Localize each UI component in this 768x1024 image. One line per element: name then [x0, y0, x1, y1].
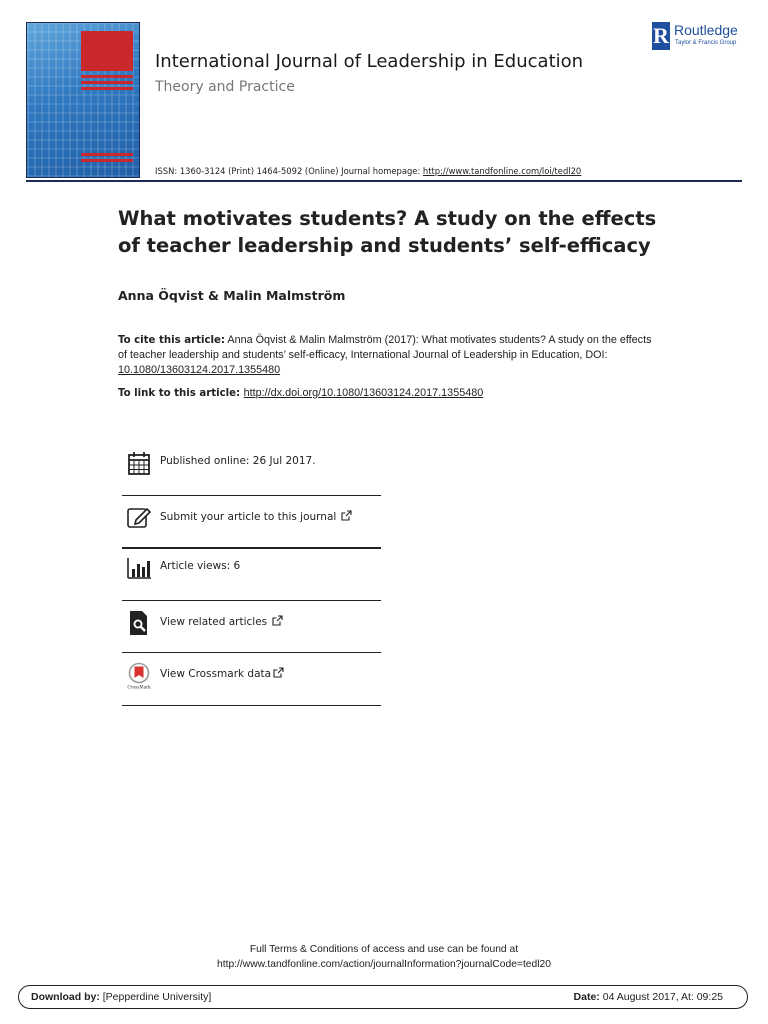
- terms-notice: [0, 942, 768, 972]
- terms-line-1: Full Terms & Conditions of access and use can be found at: [249, 944, 519, 955]
- cover-stripe: [81, 153, 133, 156]
- article-doi-url-link[interactable]: http://dx.doi.org/10.1080/13603124.2017.1355480: [243, 387, 484, 399]
- publisher-name: Routledge: [674, 22, 738, 38]
- external-link-icon: [273, 667, 284, 678]
- publisher-subline: Taylor & Francis Group: [675, 40, 737, 46]
- article-authors: Anna Öqvist & Malin Malmström: [118, 288, 346, 303]
- doi-link[interactable]: 10.1080/13603124.2017.1355480: [118, 364, 281, 376]
- submit-article-link[interactable]: Submit your article to this journal: [160, 510, 352, 523]
- cover-stripe: [81, 87, 133, 90]
- submit-article-row[interactable]: [122, 505, 381, 557]
- article-views-text: Article views: 6: [160, 560, 241, 572]
- meta-divider: [122, 547, 381, 549]
- edit-icon: [126, 505, 152, 531]
- related-articles-link[interactable]: View related articles: [160, 615, 283, 628]
- article-title: [118, 205, 678, 259]
- download-date: Date: 04 August 2017, At: 09:25: [573, 991, 723, 1003]
- citation-block: [118, 333, 663, 378]
- cover-title-block: [81, 31, 133, 71]
- related-articles-row[interactable]: [122, 610, 381, 662]
- citation-label: To cite this article:: [118, 335, 225, 346]
- meta-divider: [122, 652, 381, 653]
- header-divider: [26, 180, 742, 182]
- publisher-logo[interactable]: [652, 22, 752, 52]
- journal-subtitle: Theory and Practice: [155, 79, 295, 95]
- meta-divider: [122, 495, 381, 496]
- crossmark-link[interactable]: View Crossmark data: [160, 667, 284, 680]
- issn-text: ISSN: 1360-3124 (Print) 1464-5092 (Online) Journal homepage:: [155, 166, 423, 176]
- cover-stripe: [81, 159, 133, 162]
- crossmark-row[interactable]: [122, 662, 381, 714]
- cover-stripe: [81, 75, 133, 78]
- routledge-r-icon: R: [653, 23, 669, 48]
- article-link-label: To link to this article:: [118, 388, 244, 399]
- download-info-bar: [18, 985, 748, 1009]
- external-link-icon: [272, 615, 283, 626]
- article-title-line-2: of teacher leadership and students’ self-efficacy: [118, 234, 651, 257]
- meta-divider: [122, 600, 381, 601]
- crossmark-icon: [126, 662, 152, 690]
- terms-url-link[interactable]: http://www.tandfonline.com/action/journalInformation?journalCode=tedl20: [217, 959, 551, 970]
- cover-stripe: [81, 81, 133, 84]
- meta-divider: [122, 705, 381, 706]
- crossmark-logo-text: CrossMark: [127, 684, 151, 690]
- calendar-icon: [126, 450, 152, 476]
- external-link-icon: [341, 510, 352, 521]
- article-link-block: [118, 387, 483, 399]
- document-search-icon: [126, 610, 152, 636]
- journal-title: International Journal of Leadership in Education: [155, 51, 584, 72]
- citation-text: Anna Öqvist & Malin Malmström (2017): What motivates students? A study on the effects of teacher leadership and students’ self-efficacy, International Journal of Leadership in Education, DOI:: [118, 334, 652, 361]
- published-online-text: Published online: 26 Jul 2017.: [160, 455, 316, 467]
- issn-line: [155, 166, 581, 176]
- bar-chart-icon: [126, 555, 152, 581]
- download-by: Download by: [Pepperdine University]: [31, 991, 212, 1003]
- journal-homepage-link[interactable]: http://www.tandfonline.com/loi/tedl20: [422, 166, 582, 176]
- journal-cover-image: [26, 22, 140, 178]
- article-title-line-1: What motivates students? A study on the effects: [118, 207, 657, 230]
